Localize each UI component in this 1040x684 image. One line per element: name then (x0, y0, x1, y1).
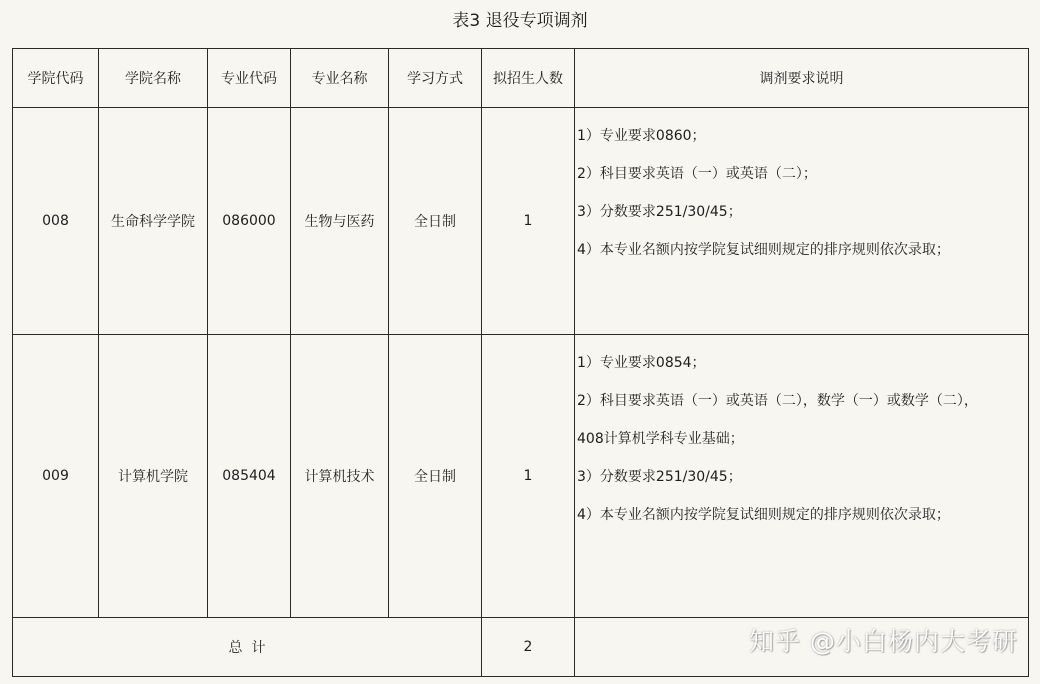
requirement-line: 4）本专业名额内按学院复试细则规定的排序规则依次录取； (577, 507, 950, 523)
table-row (13, 108, 1029, 335)
total-value: 2 (482, 618, 575, 677)
total-label: 总 计 (13, 618, 482, 677)
requirement-line: 3）分数要求251/30/45； (577, 469, 742, 485)
header-major-code: 专业代码 (208, 49, 291, 108)
header-college-name: 学院名称 (99, 49, 208, 108)
requirement-line: 1）专业要求0854； (577, 355, 706, 371)
cell-college-name: 计算机学院 (99, 335, 208, 618)
cell-study-mode: 全日制 (389, 335, 482, 618)
requirement-line: 2）科目要求英语（一）或英语（二），数学（一）或数学（二）， (577, 393, 978, 409)
requirement-line: 1）专业要求0860； (577, 128, 706, 144)
table-title: 表3 退役专项调剂 (452, 11, 588, 31)
header-quota: 拟招生人数 (482, 49, 575, 108)
table-row (13, 335, 1029, 618)
cell-college-code: 009 (13, 335, 99, 618)
cell-quota: 1 (482, 335, 575, 618)
cell-major-name: 生物与医药 (291, 108, 389, 335)
cell-major-code: 086000 (208, 108, 291, 335)
cell-requirements (575, 108, 1029, 335)
header-study-mode: 学习方式 (389, 49, 482, 108)
requirement-line: 2）科目要求英语（一）或英语（二）； (577, 166, 817, 182)
cell-major-name: 计算机技术 (291, 335, 389, 618)
header-row (13, 49, 1029, 108)
header-college-code: 学院代码 (13, 49, 99, 108)
header-major-name: 专业名称 (291, 49, 389, 108)
cell-quota: 1 (482, 108, 575, 335)
requirement-line: 408计算机学科专业基础； (577, 431, 744, 447)
cell-college-name: 生命科学学院 (99, 108, 208, 335)
header-requirements: 调剂要求说明 (575, 49, 1029, 108)
requirement-line: 3）分数要求251/30/45； (577, 204, 742, 220)
cell-college-code: 008 (13, 108, 99, 335)
cell-study-mode: 全日制 (389, 108, 482, 335)
watermark: 知乎 @小白杨内大考研 (749, 627, 1018, 656)
cell-major-code: 085404 (208, 335, 291, 618)
cell-requirements (575, 335, 1029, 618)
adjustment-table (12, 48, 1029, 677)
requirement-line: 4）本专业名额内按学院复试细则规定的排序规则依次录取； (577, 242, 950, 258)
